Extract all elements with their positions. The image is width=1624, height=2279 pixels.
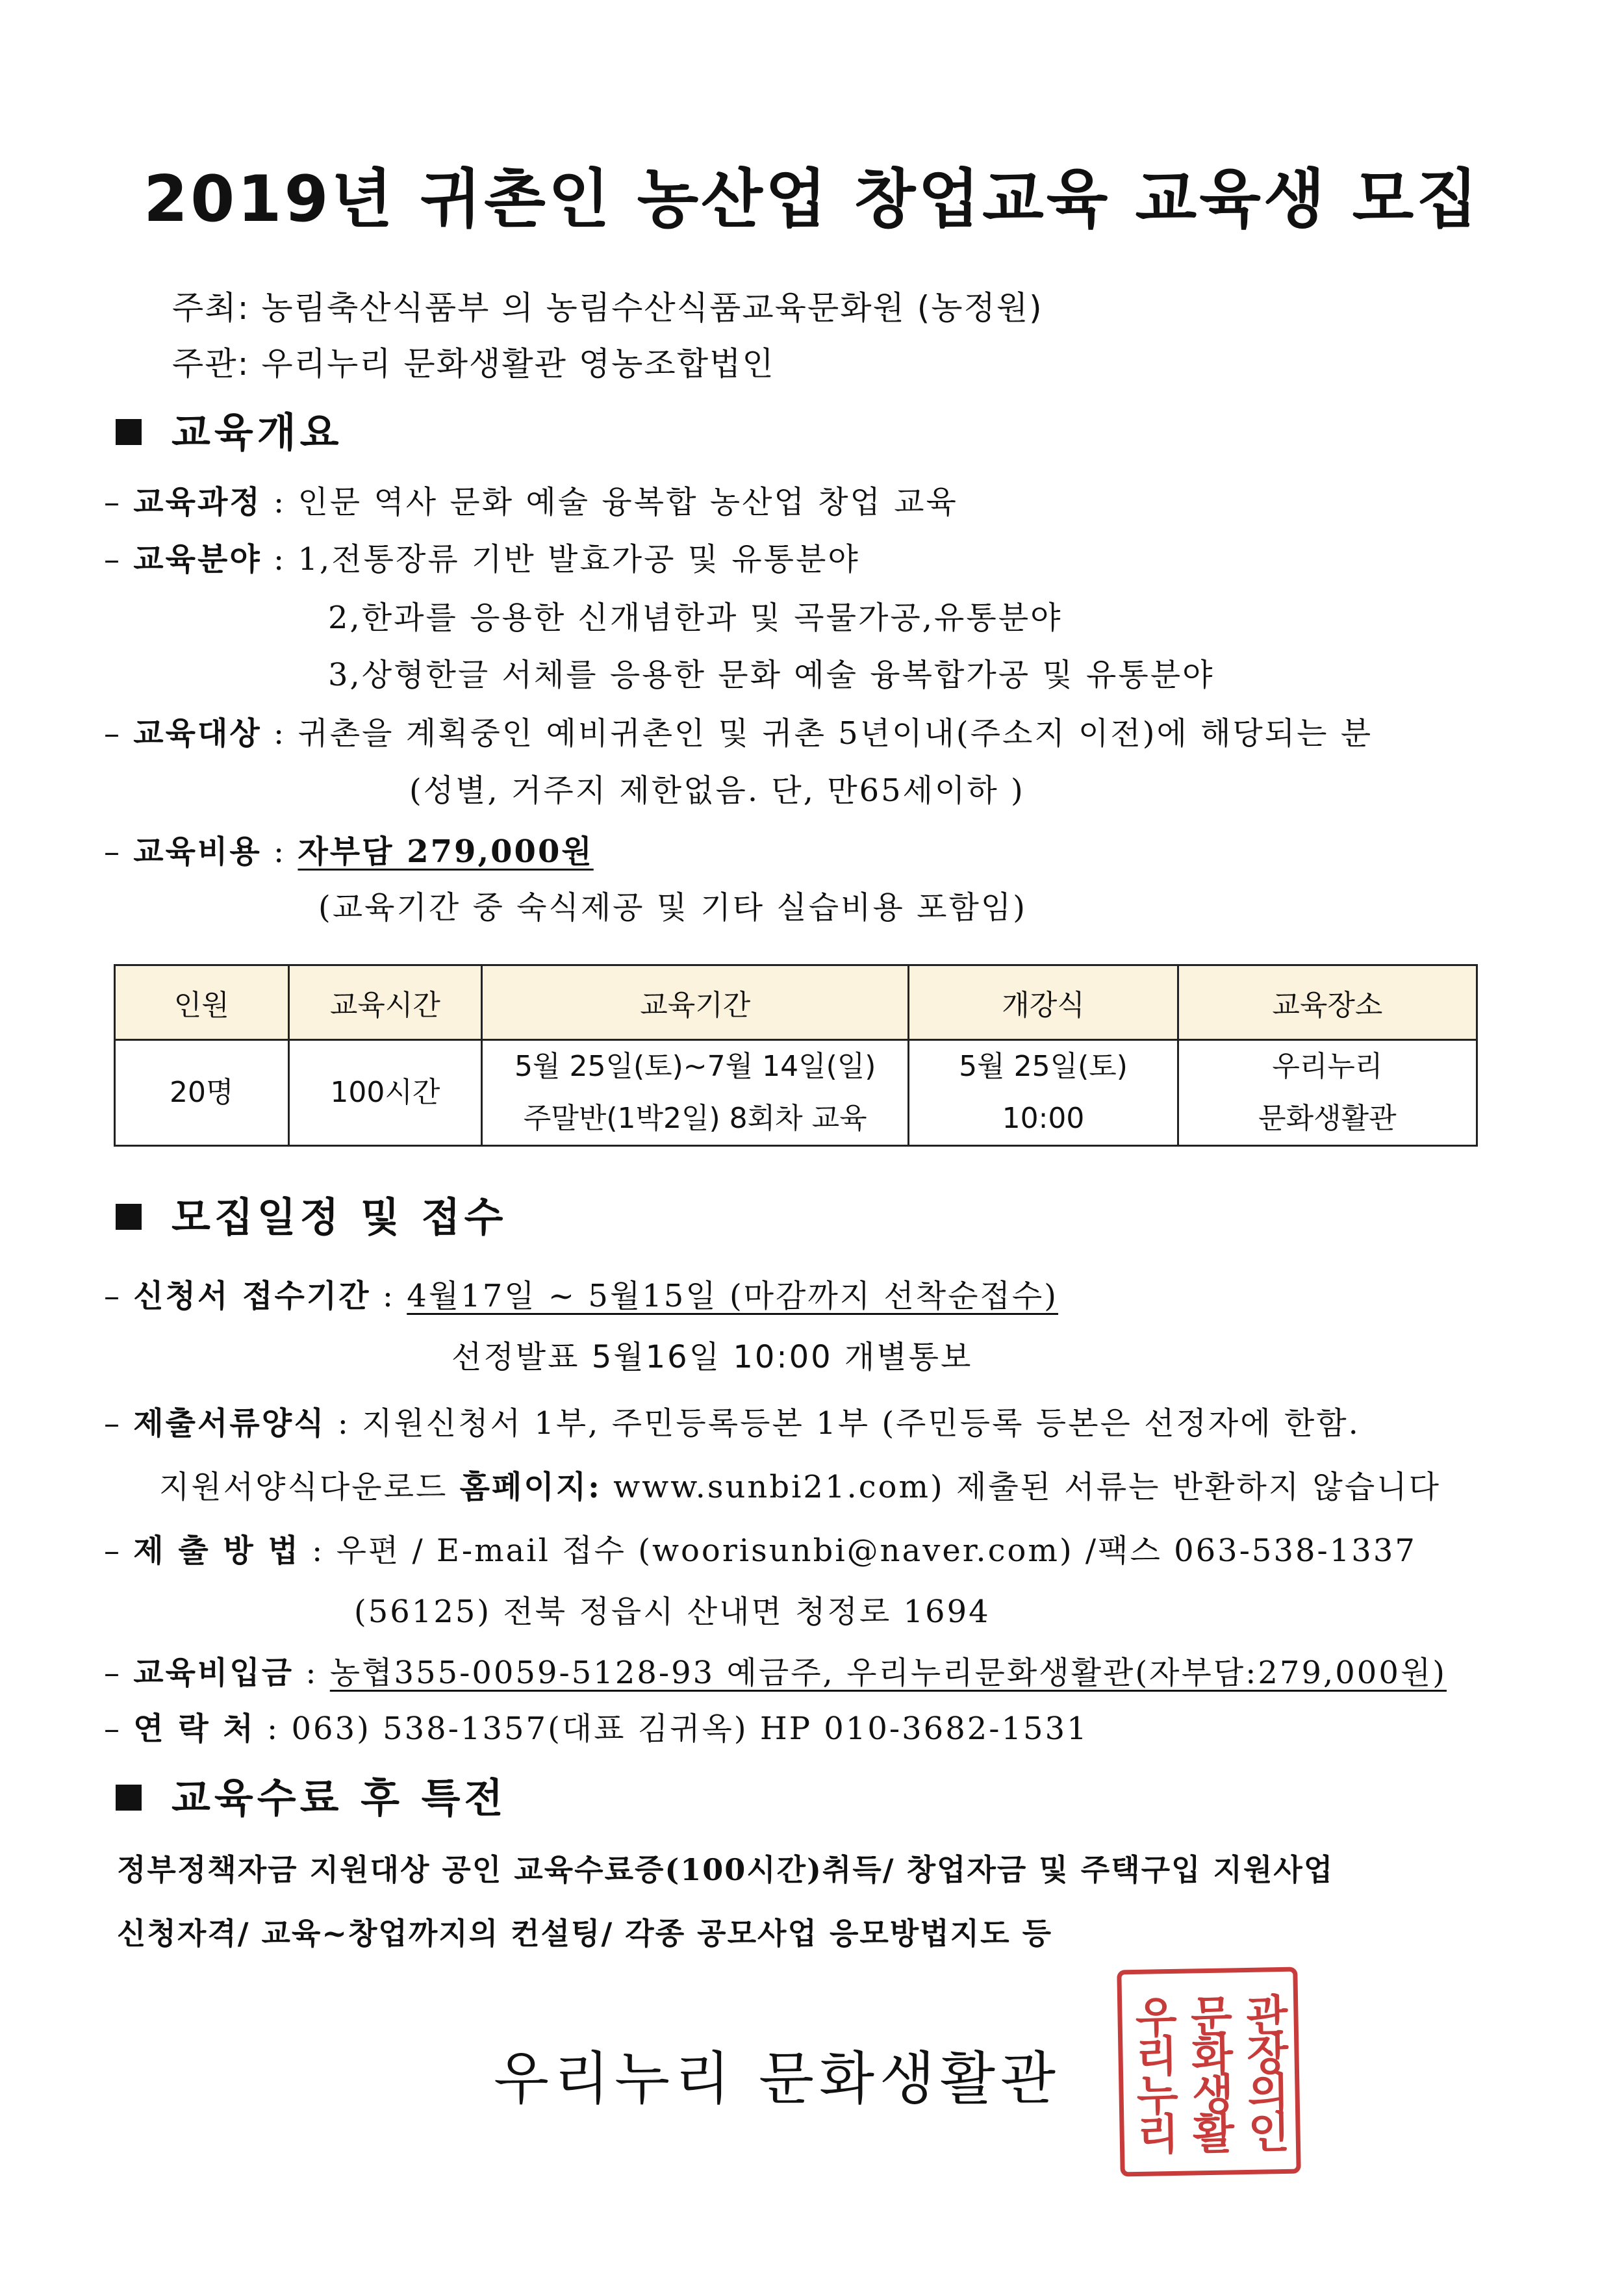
contact-label: 연 락 처 (133, 1711, 255, 1747)
page-title: 2019년 귀촌인 농산업 창업교육 교육생 모집 (143, 162, 1481, 236)
cell-place (1178, 1040, 1477, 1146)
square-bullet-icon (116, 1204, 142, 1230)
course-value: 인문 역사 문화 예술 융복합 농산업 창업 교육 (298, 484, 958, 520)
benefits-heading: 교육수료 후 특전 (171, 1774, 507, 1822)
target-label: 교육대상 (133, 715, 262, 752)
contact-row: – 연 락 처 : 063) 538-1357(대표 김귀옥) HP 010-3682-1531 (104, 1711, 1089, 1747)
table-header-row (115, 965, 1477, 1040)
table-row (115, 1040, 1477, 1146)
official-seal-stamp (1117, 1967, 1301, 2177)
square-bullet-icon (116, 419, 142, 445)
field-item-1: 1,전통장류 기반 발효가공 및 유통분야 (298, 541, 860, 578)
field-item-3: 3,상형한글 서체를 응용한 문화 예술 융복합가공 및 유통분야 (328, 657, 1215, 693)
course-row: – 교육과정 : 인문 역사 문화 예술 융복합 농산업 창업 교육 (104, 484, 958, 520)
section-overview (116, 400, 343, 458)
header-opening: 개강식 (909, 965, 1178, 1040)
section-recruit (116, 1185, 507, 1243)
period-value: 4월17일 ~ 5월15일 (마감까지 선착순접수) (407, 1278, 1058, 1314)
footer-organization: 우리누리 문화생활관 (494, 2045, 1061, 2112)
course-label: 교육과정 (133, 484, 262, 520)
section-benefits (116, 1766, 507, 1824)
field-label: 교육분야 (133, 541, 262, 578)
place-line-1: 우리누리 (1272, 1050, 1383, 1083)
place-line-2: 문화생활관 (1258, 1102, 1397, 1135)
period-row: – 신청서 접수기간 : 4월17일 ~ 5월15일 (마감까지 선착순접수) (104, 1278, 1058, 1314)
benefit-line-1: 정부정책자금 지원대상 공인 교육수료증(100시간)취득/ 창업자금 및 주택구입 지원사업 (117, 1852, 1334, 1887)
opening-line-1: 5월 25일(토) (959, 1050, 1128, 1083)
docs-download-text: 지원서양식다운로드 (159, 1469, 448, 1505)
square-bullet-icon (116, 1785, 142, 1811)
cell-people: 20명 (115, 1040, 289, 1146)
stamp-column-1: 관장의인 (1237, 1992, 1291, 2150)
docs-row: – 제출서류양식 : 지원신청서 1부, 주민등록등본 1부 (주민등록 등본은 선정자에 한함. (104, 1405, 1360, 1442)
opening-line-2: 10:00 (1002, 1102, 1085, 1135)
period-line-1: 5월 25일(토)~7월 14일(일) (514, 1050, 876, 1083)
docs-home-label: 홈페이지: (459, 1469, 602, 1505)
course-info-table (114, 964, 1478, 1147)
payment-value: 농협355-0059-5128-93 예금주, 우리누리문화생활관(자부담:279,000원) (329, 1655, 1447, 1691)
docs-line-2 (159, 1462, 1441, 1507)
target-row: – 교육대상 : 귀촌을 계획중인 예비귀촌인 및 귀촌 5년이내(주소지 이전)에 해당되는 분 (104, 715, 1373, 752)
field-row: – 교육분야 : 1,전통장류 기반 발효가공 및 유통분야 (104, 541, 860, 578)
cell-opening (909, 1040, 1178, 1146)
announce-line: 선정발표 5월16일 10:00 개별통보 (451, 1339, 973, 1375)
cost-note: (교육기간 중 숙식제공 및 기타 실습비용 포함임) (318, 889, 1027, 926)
period-line-2: 주말반(1박2일) 8회차 교육 (523, 1102, 867, 1135)
cost-row: – 교육비용 : 자부담 279,000원 (104, 834, 594, 870)
docs-value: 지원신청서 1부, 주민등록등본 1부 (주민등록 등본은 선정자에 한함. (362, 1405, 1360, 1442)
docs-label: 제출서류양식 (133, 1405, 326, 1442)
stamp-column-2: 문화생활 (1182, 1993, 1236, 2150)
header-place: 교육장소 (1178, 965, 1477, 1040)
cell-period (482, 1040, 909, 1146)
period-label: 신청서 접수기간 (133, 1278, 371, 1314)
header-people: 인원 (115, 965, 289, 1040)
header-period: 교육기간 (482, 965, 909, 1040)
stamp-column-3: 우리누리 (1126, 1994, 1180, 2152)
overview-heading: 교육개요 (171, 409, 343, 456)
header-hours: 교육시간 (288, 965, 482, 1040)
cell-hours: 100시간 (288, 1040, 482, 1146)
field-item-2: 2,한과를 응용한 신개념한과 및 곡물가공,유통분야 (328, 600, 1063, 636)
cost-value: 자부담 279,000원 (298, 834, 594, 870)
method-value: 우편 / E-mail 접수 (woorisunbi@naver.com) /팩스 063-538-1337 (336, 1533, 1417, 1569)
target-value: 귀촌을 계획중인 예비귀촌인 및 귀촌 5년이내(주소지 이전)에 해당되는 분 (298, 715, 1373, 752)
payment-row: – 교육비입금 : 농협355-0059-5128-93 예금주, 우리누리문화생활관(자부담:279,000원) (104, 1655, 1447, 1691)
cost-label: 교육비용 (133, 834, 262, 870)
organizer-line: 주관: 우리누리 문화생활관 영농조합법인 (172, 345, 775, 383)
method-row: – 제 출 방 법 : 우편 / E-mail 접수 (woorisunbi@naver.com) /팩스 063-538-1337 (104, 1533, 1417, 1569)
address-line: (56125) 전북 정읍시 산내면 청정로 1694 (354, 1594, 991, 1630)
payment-label: 교육비입금 (133, 1655, 294, 1691)
target-note: (성별, 거주지 제한없음. 단, 만65세이하 ) (409, 772, 1025, 809)
docs-home-url: www.sunbi21.com) 제출된 서류는 반환하지 않습니다 (613, 1469, 1441, 1505)
contact-value: 063) 538-1357(대표 김귀옥) HP 010-3682-1531 (291, 1711, 1089, 1747)
recruit-heading: 모집일정 및 접수 (171, 1193, 507, 1241)
method-label: 제 출 방 법 (133, 1533, 300, 1569)
host-line: 주최: 농림축산식품부 의 농림수산식품교육문화원 (농정원) (172, 289, 1043, 327)
benefit-line-2: 신청자격/ 교육~창업까지의 컨설팅/ 각종 공모사업 응모방법지도 등 (117, 1916, 1053, 1951)
